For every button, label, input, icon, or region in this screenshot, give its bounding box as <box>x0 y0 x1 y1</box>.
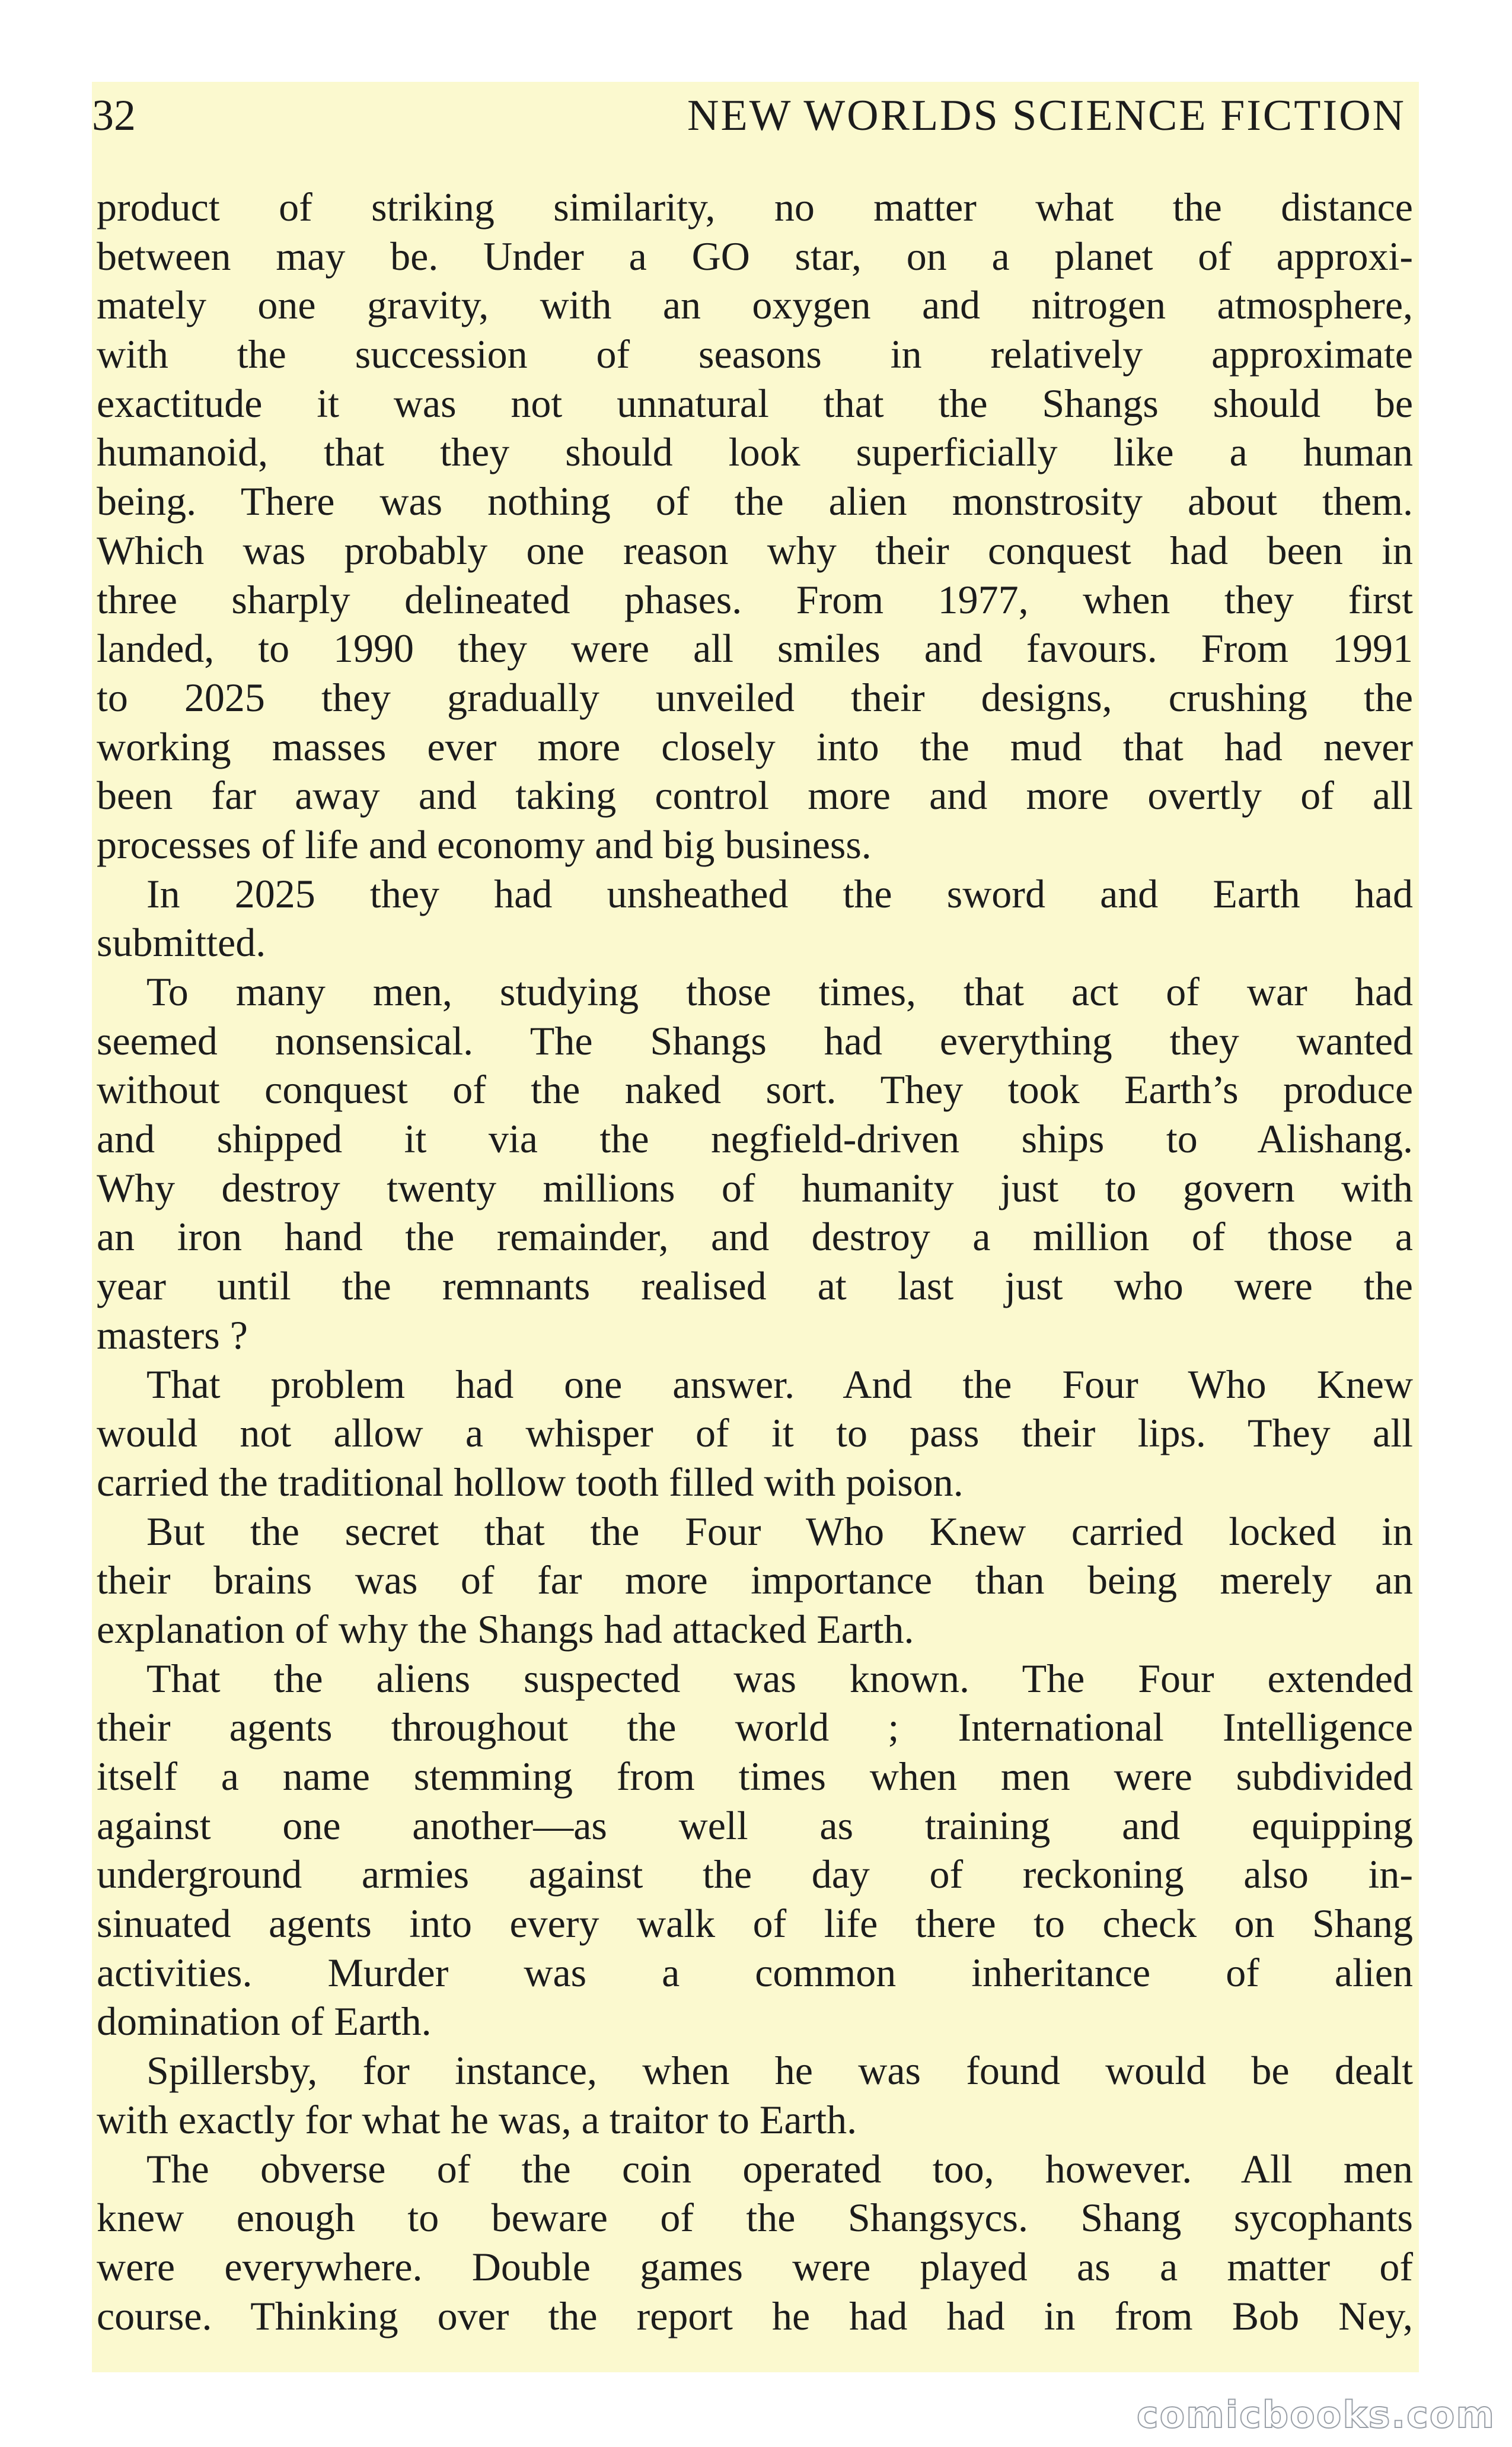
running-head <box>92 89 1419 142</box>
text-line: But the secret that the Four Who Knew carried locked in <box>146 1508 1413 1554</box>
body-text <box>97 183 1413 2340</box>
text-line: their brains was of far more importance than being merely an <box>97 1557 1413 1603</box>
text-line: with the succession of seasons in relatively approximate <box>97 332 1413 377</box>
text-line: explanation of why the Shangs had attacked Earth. <box>97 1606 914 1652</box>
text-line: with exactly for what he was, a traitor to Earth. <box>97 2096 857 2142</box>
text-line: been far away and taking control more and more overtly of all <box>97 773 1413 818</box>
text-line: without conquest of the naked sort. They took Earth’s produce <box>97 1067 1413 1113</box>
text-line: course. Thinking over the report he had had in from Bob Ney, <box>97 2293 1413 2338</box>
text-line: their agents throughout the world ; International Intelligence <box>97 1704 1413 1750</box>
text-line: seemed nonsensical. The Shangs had everything they wanted <box>97 1018 1413 1063</box>
text-line: In 2025 they had unsheathed the sword and Earth had <box>146 871 1413 916</box>
page-number: 32 <box>92 91 136 140</box>
text-line: domination of Earth. <box>97 1999 432 2044</box>
book-page <box>92 82 1419 2372</box>
text-line: an iron hand the remainder, and destroy a million of those a <box>97 1214 1413 1260</box>
text-line: carried the traditional hollow tooth filled with poison. <box>97 1459 964 1505</box>
text-line: To many men, studying those times, that act of war had <box>146 969 1413 1014</box>
text-line: Why destroy twenty millions of humanity just to govern with <box>97 1165 1413 1210</box>
text-line: and shipped it via the negfield-driven ships to Alishang. <box>97 1116 1413 1162</box>
text-line: submitted. <box>97 920 266 966</box>
text-line: Which was probably one reason why their conquest had been in <box>97 527 1413 573</box>
text-line: landed, to 1990 they were all smiles and favours. From 1991 <box>97 626 1413 671</box>
text-line: itself a name stemming from times when men were subdivided <box>97 1754 1413 1799</box>
text-line: being. There was nothing of the alien monstrosity about them. <box>97 479 1413 524</box>
watermark-logo: comicbooks.com <box>1136 2393 1495 2436</box>
text-line: sinuated agents into every walk of life there to check on Shang <box>97 1901 1413 1946</box>
text-line: underground armies against the day of reckoning also in- <box>97 1852 1413 1897</box>
text-line: product of striking similarity, no matter what the distance <box>97 184 1413 230</box>
text-line: were everywhere. Double games were played as a matter of <box>97 2244 1413 2289</box>
text-line: to 2025 they gradually unveiled their designs, crushing the <box>97 674 1413 720</box>
text-line: activities. Murder was a common inheritance of alien <box>97 1949 1413 1995</box>
text-line: knew enough to beware of the Shangsycs. Shang sycophants <box>97 2195 1413 2241</box>
text-line: That the aliens suspected was known. The Four extended <box>146 1655 1413 1701</box>
text-line: year until the remnants realised at last just who were the <box>97 1263 1413 1309</box>
text-line: mately one gravity, with an oxygen and nitrogen atmosphere, <box>97 282 1413 328</box>
journal-title: NEW WORLDS SCIENCE FICTION <box>687 91 1406 140</box>
text-line: processes of life and economy and big business. <box>97 821 872 867</box>
text-line: Spillersby, for instance, when he was found would be dealt <box>146 2048 1413 2094</box>
text-line: The obverse of the coin operated too, however. All men <box>146 2146 1413 2191</box>
text-line: three sharply delineated phases. From 1977, when they first <box>97 576 1413 622</box>
text-line: working masses ever more closely into the mud that had never <box>97 724 1413 769</box>
text-line: between may be. Under a GO star, on a planet of approxi- <box>97 233 1413 279</box>
text-line: humanoid, that they should look superficially like a human <box>97 429 1413 475</box>
text-line: exactitude it was not unnatural that the Shangs should be <box>97 380 1413 426</box>
text-line: against one another—as well as training and equipping <box>97 1802 1413 1848</box>
text-line: would not allow a whisper of it to pass their lips. They all <box>97 1410 1413 1456</box>
text-line: masters ? <box>97 1312 248 1358</box>
text-line: That problem had one answer. And the Four Who Knew <box>146 1361 1413 1407</box>
